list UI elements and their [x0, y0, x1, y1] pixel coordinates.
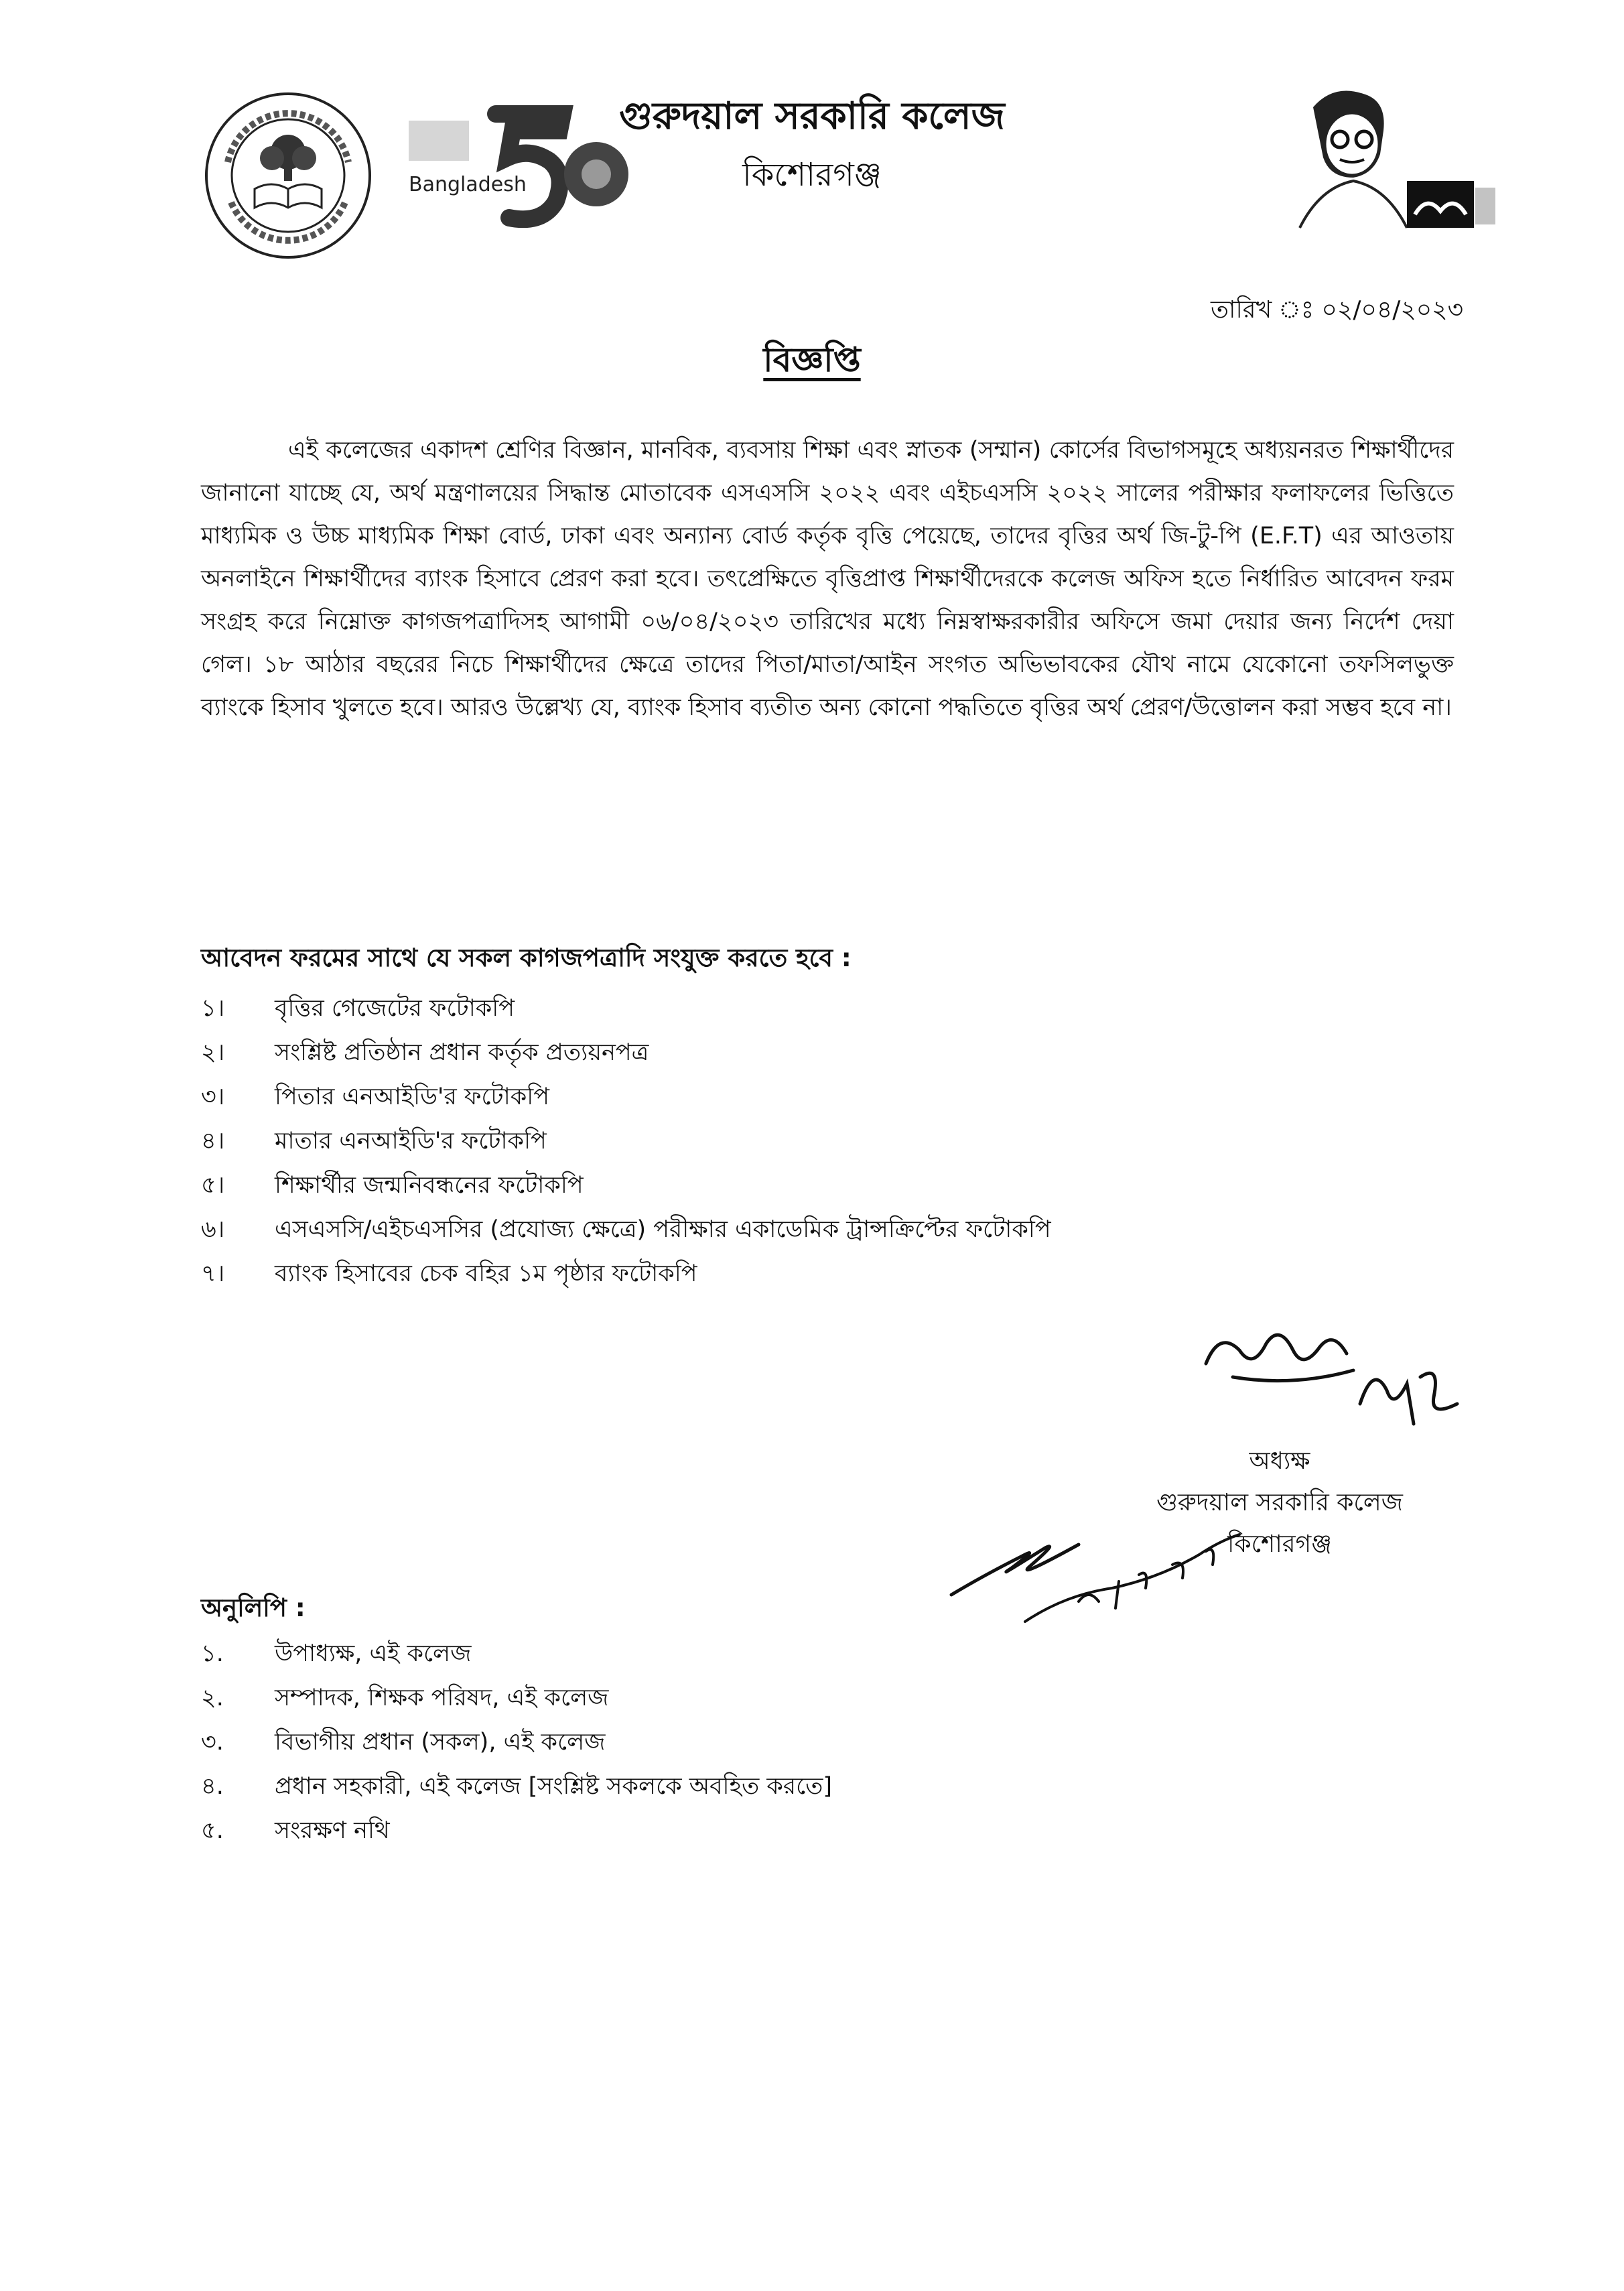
item-text: পিতার এনআইডি'র ফটোকপি	[275, 1084, 549, 1110]
copies-heading: অনুলিপি :	[201, 1593, 306, 1622]
copy-item	[201, 1809, 1407, 1853]
item-text: উপাধ্যক্ষ, এই কলেজ	[275, 1640, 472, 1667]
item-number: ১।	[201, 995, 225, 1022]
mujib-portrait-logo	[1273, 80, 1501, 241]
item-text: ব্যাংক হিসাবের চেক বহির ১ম পৃষ্ঠার ফটোকপি	[275, 1260, 697, 1287]
item-number: ৩.	[201, 1729, 224, 1756]
signatory-title: অধ্যক্ষ	[1249, 1447, 1310, 1475]
item-text: শিক্ষার্থীর জন্মনিবন্ধনের ফটোকপি	[275, 1172, 584, 1199]
copy-item	[201, 1720, 1407, 1764]
notice-title	[0, 335, 1624, 391]
handwritten-date-scrawl	[945, 1508, 1253, 1628]
item-number: ৭।	[201, 1260, 225, 1287]
document-item	[201, 1031, 1474, 1075]
item-number: ৩।	[201, 1084, 225, 1110]
item-number: ৪.	[201, 1773, 224, 1800]
item-text: বৃত্তির গেজেটের ফটোকপি	[275, 995, 515, 1022]
item-text: বিভাগীয় প্রধান (সকল), এই কলেজ	[275, 1729, 606, 1756]
principal-signature	[1193, 1323, 1474, 1437]
item-number: ২।	[201, 1039, 225, 1066]
copy-item	[201, 1764, 1407, 1809]
item-number: ৫।	[201, 1172, 225, 1199]
item-number: ১.	[201, 1640, 224, 1667]
item-text: প্রধান সহকারী, এই কলেজ [সংশ্লিষ্ট সকলকে অবহিত করতে]	[275, 1773, 833, 1800]
notice-date: তারিখ ঃ ০২/০৪/২০২৩	[1211, 296, 1463, 324]
document-item	[201, 1075, 1474, 1119]
item-text: এসএসসি/এইচএসসির (প্রযোজ্য ক্ষেত্রে) পরীক্ষার একাডেমিক ট্রান্সক্রিপ্টের ফটোকপি	[275, 1216, 1051, 1243]
signatory-college: গুরুদয়াল সরকারি কলেজ	[1156, 1489, 1403, 1516]
document-item	[201, 1207, 1474, 1252]
required-documents-list	[201, 986, 1474, 1296]
college-location: কিশোরগঞ্জ	[742, 156, 882, 194]
document-item	[201, 986, 1474, 1031]
item-number: ২.	[201, 1685, 224, 1711]
item-number: ৪।	[201, 1128, 225, 1155]
notice-title-text: বিজ্ঞপ্তি	[763, 340, 861, 379]
item-number: ৫.	[201, 1817, 224, 1844]
item-text: সংরক্ষণ নথি	[275, 1817, 390, 1844]
document-item	[201, 1163, 1474, 1207]
notice-body-paragraph: এই কলেজের একাদশ শ্রেণির বিজ্ঞান, মানবিক, ব্যবসায় শিক্ষা এবং স্নাতক (সম্মান) কোর্সের বিভাগসমূহে অধ্যয়নরত শিক্ষার্থীদের জানানো যাচ্ছে যে, অর্থ মন্ত্রণালয়ের সিদ্ধান্ত মোতাবেক এসএসসি ২০২২ এবং এইচএসসি ২০২২ সালের পরীক্ষার ফলাফলের ভিত্তিতে মাধ্যমিক ও উচ্চ মাধ্যমিক শিক্ষা বোর্ড, ঢাকা এবং অন্যান্য বোর্ড কর্তৃক বৃত্তি পেয়েছে, তাদের বৃত্তির অর্থ জি-টু-পি (E.F.T) এর আওতায় অনলাইনে শিক্ষার্থীদের ব্যাংক হিসাবে প্রেরণ করা হবে। তৎপ্রেক্ষিতে বৃত্তিপ্রাপ্ত শিক্ষার্থীদেরকে কলেজ অফিস হতে নির্ধারিত আবেদন ফরম সংগ্রহ করে নিম্নোক্ত কাগজপত্রাদিসহ আগামী ০৬/০৪/২০২৩ তারিখের মধ্যে নিম্নস্বাক্ষরকারীর অফিসে জমা দেয়ার জন্য নির্দেশ দেয়া গেল। ১৮ আঠার বছরের নিচে শিক্ষার্থীদের ক্ষেত্রে তাদের পিতা/মাতা/আইন সংগত অভিভাবকের যৌথ নামে যেকোনো তফসিলভুক্ত ব্যাংকে হিসাব খুলতে হবে। আরও উল্লেখ্য যে, ব্যাংক হিসাব ব্যতীত অন্য কোনো পদ্ধতিতে বৃত্তির অর্থ প্রেরণ/উত্তোলন করা সম্ভব হবে না।	[201, 437, 1454, 721]
item-number: ৬।	[201, 1216, 225, 1243]
document-item	[201, 1252, 1474, 1296]
signatory-location: কিশোরগঞ্জ	[1227, 1530, 1332, 1558]
required-documents-heading: আবেদন ফরমের সাথে যে সকল কাগজপত্রাদি সংযুক্ত করতে হবে :	[201, 943, 852, 972]
item-text: মাতার এনআইডি'র ফটোকপি	[275, 1128, 547, 1155]
copy-item	[201, 1632, 1407, 1676]
item-text: সংশ্লিষ্ট প্রতিষ্ঠান প্রধান কর্তৃক প্রত্যয়নপত্র	[275, 1039, 649, 1066]
copies-list	[201, 1632, 1407, 1853]
copy-item	[201, 1676, 1407, 1720]
college-name: গুরুদয়াল সরকারি কলেজ	[619, 94, 1005, 138]
document-item	[201, 1119, 1474, 1163]
bangladesh-logo-text: Bangladesh	[409, 173, 527, 196]
item-text: সম্পাদক, শিক্ষক পরিষদ, এই কলেজ	[275, 1685, 609, 1711]
